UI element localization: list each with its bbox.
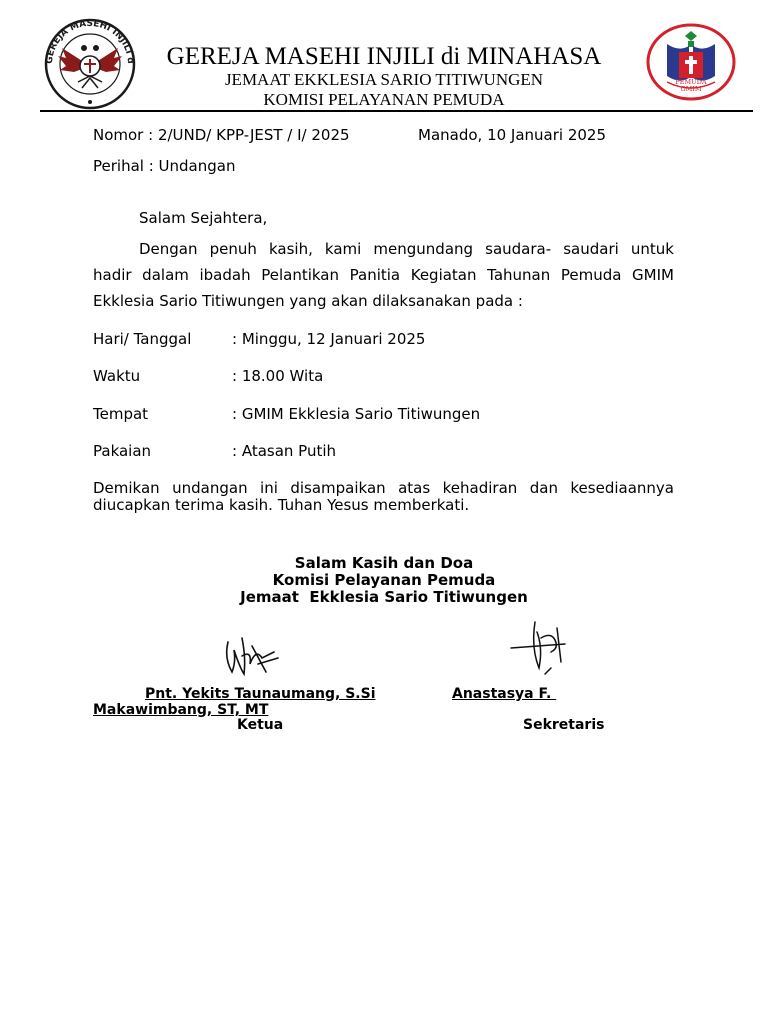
detail-label-date: Hari/ Tanggal <box>93 330 192 348</box>
letterhead-congregation: JEMAAT EKKLESIA SARIO TITIWUNGEN <box>224 70 544 89</box>
letter-number: Nomor : 2/UND/ KPP-JEST / I/ 2025 <box>93 126 350 144</box>
intro-paragraph <box>93 236 674 314</box>
svg-text:GEREJA MASEHI INJILI di MINAHA: GEREJA MASEHI INJILI d <box>44 18 136 65</box>
greeting: Salam Sejahtera, <box>139 209 268 227</box>
pemuda-logo-line1: PEMUDA <box>675 78 707 86</box>
closing-line: Demikan undangan ini disampaikan atas kehadiran dan kesediaannya <box>93 479 674 497</box>
letter-date: Manado, 10 Januari 2025 <box>418 126 607 144</box>
letterhead-title: GEREJA MASEHI INJILI di MINAHASA <box>166 43 602 70</box>
detail-label-attire: Pakaian <box>93 442 152 460</box>
chairman-name: Pnt. Yekits Taunaumang, S.Si <box>145 686 376 702</box>
signoff-line: Komisi Pelayanan Pemuda <box>272 571 496 589</box>
secretary-name: Anastasya F. <box>452 686 557 702</box>
closing-line: diucapkan terima kasih. Tuhan Yesus memberkati. <box>93 496 470 514</box>
intro-line: Ekklesia Sario Titiwungen yang akan dilaksanakan pada : <box>93 292 523 310</box>
signoff-block <box>0 555 768 606</box>
signoff-line: Salam Kasih dan Doa <box>294 554 474 572</box>
letterhead-commission: KOMISI PELAYANAN PEMUDA <box>263 90 505 109</box>
chairman-signature <box>222 628 282 680</box>
secretary-signature <box>505 618 575 680</box>
chairman-role: Ketua <box>237 717 284 733</box>
pemuda-gmim-logo <box>645 22 737 102</box>
pemuda-logo-line2: GMIM <box>680 85 702 93</box>
intro-line: Dengan penuh kasih, kami mengundang saudara- saudari untuk <box>139 240 674 258</box>
secretary-role: Sekretaris <box>523 717 605 733</box>
letter-subject: Perihal : Undangan <box>93 157 236 175</box>
chairman-name-cont: Makawimbang, ST, MT <box>93 702 269 718</box>
signoff-line: Jemaat Ekklesia Sario Titiwungen <box>240 588 528 606</box>
letterhead-divider <box>40 110 753 112</box>
detail-value-attire: : Atasan Putih <box>232 442 337 460</box>
detail-value-date: : Minggu, 12 Januari 2025 <box>232 330 426 348</box>
detail-value-time: : 18.00 Wita <box>232 367 324 385</box>
detail-label-time: Waktu <box>93 367 141 385</box>
closing-paragraph <box>93 480 674 514</box>
intro-line: hadir dalam ibadah Pelantikan Panitia Kegiatan Tahunan Pemuda GMIM <box>93 266 674 284</box>
detail-value-place: : GMIM Ekklesia Sario Titiwungen <box>232 405 481 423</box>
detail-label-place: Tempat <box>93 405 149 423</box>
